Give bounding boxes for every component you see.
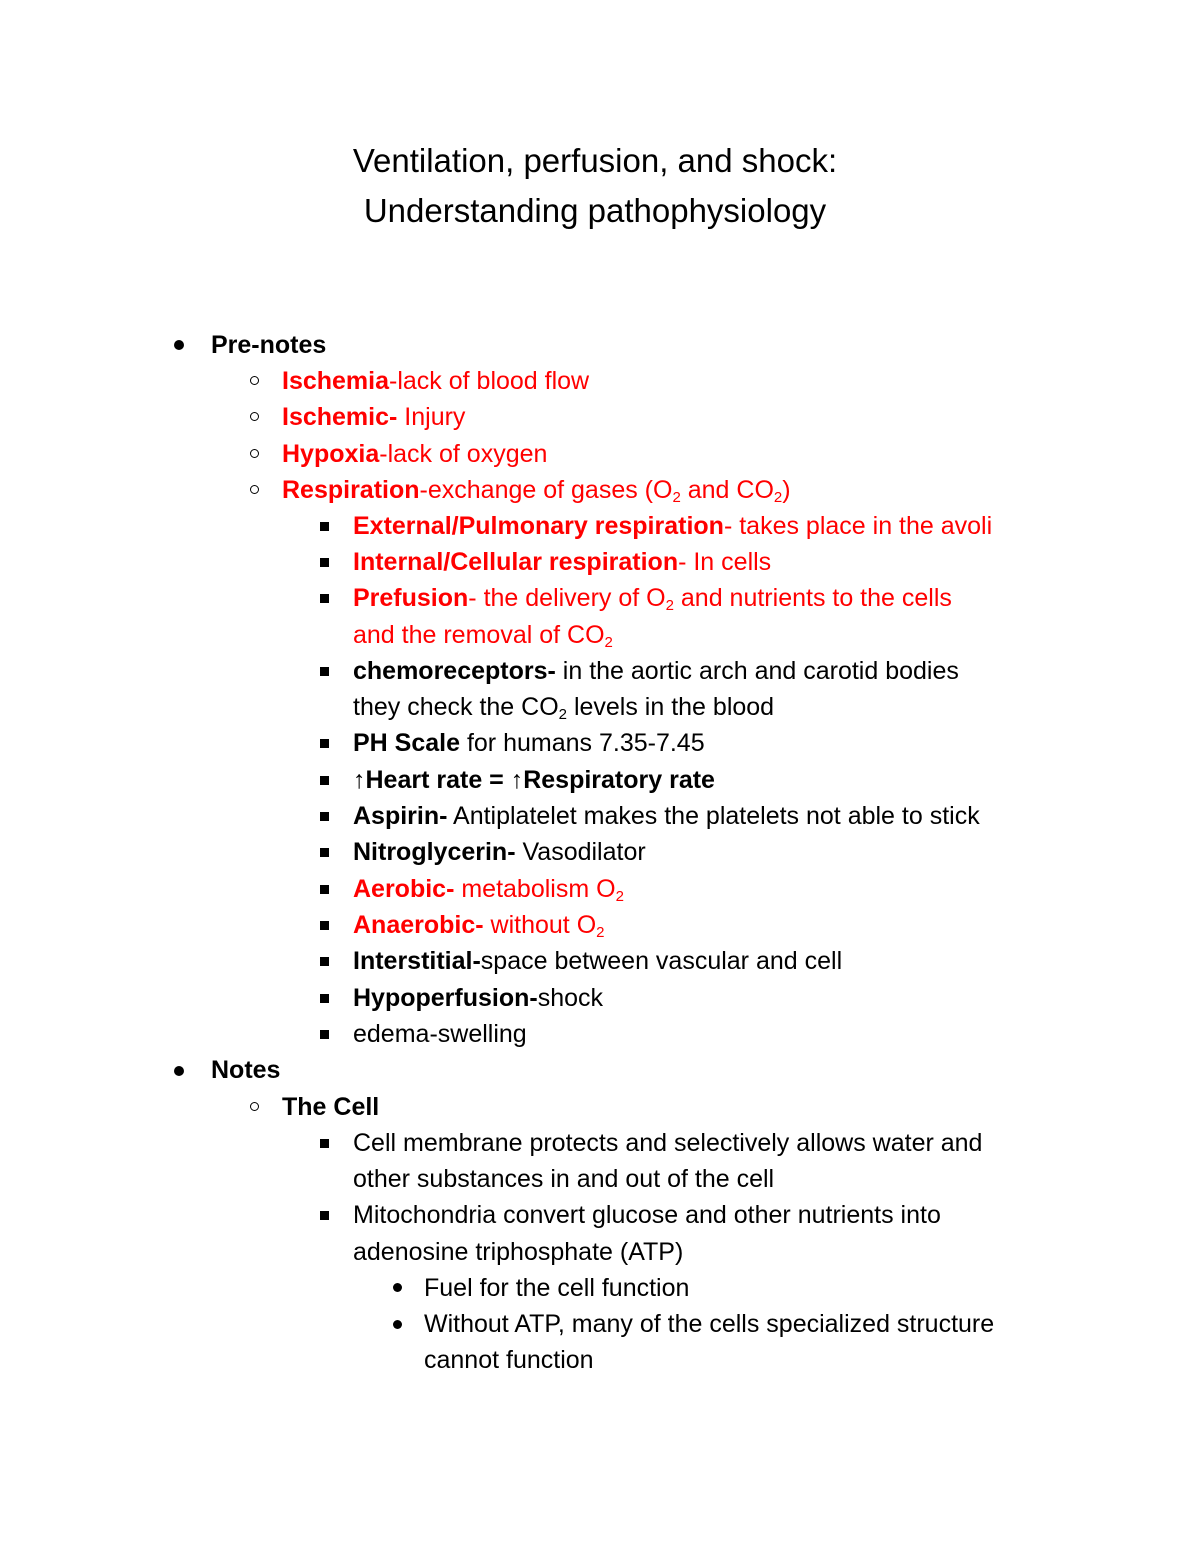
list-item-prefusion: Prefusion- the delivery of $O_2$ and nutrients to the cells	[353, 584, 952, 614]
document-title-line-2: Understanding pathophysiology	[363, 192, 827, 229]
list-item-ischemia: Ischemia-lack of blood flow	[282, 367, 590, 395]
list-item-nitroglycerin: Nitroglycerin- Vasodilator	[353, 838, 646, 866]
list-item-without-atp-continued: cannot function	[424, 1346, 594, 1374]
list-item-interstitial: Interstitial-space between vascular and cell	[353, 947, 843, 975]
document-title-line-1: Ventilation, perfusion, and shock:	[352, 142, 838, 179]
bullet-square-icon	[320, 848, 329, 857]
bullet-square-icon	[320, 885, 329, 894]
section-heading-prenotes: Pre-notes	[211, 331, 327, 359]
bullet-dot-icon	[174, 340, 184, 350]
list-item-fuel: Fuel for the cell function	[424, 1274, 690, 1302]
bullet-square-icon	[320, 522, 329, 531]
list-item-ph-scale: PH Scale for humans 7.35-7.45	[353, 729, 705, 757]
bullet-square-icon	[320, 1030, 329, 1039]
list-item-chemoreceptors: chemoreceptors- in the aortic arch and carotid bodies	[353, 657, 959, 685]
bullet-circle-icon	[250, 412, 259, 421]
bullet-square-icon	[320, 739, 329, 748]
bullet-circle-icon	[250, 449, 259, 458]
list-item-cell-membrane: Cell membrane protects and selectively allows water and	[353, 1129, 983, 1157]
list-item-prefusion-continued: and the removal of $CO_2$	[353, 621, 613, 651]
list-item-the-cell: The Cell	[282, 1093, 380, 1121]
list-item-cell-membrane-continued: other substances in and out of the cell	[353, 1165, 775, 1193]
list-item-chemoreceptors-continued: they check the $CO_2$ levels in the blood	[353, 693, 775, 723]
bullet-square-icon	[320, 558, 329, 567]
list-item-anaerobic: Anaerobic- without $O_2$	[353, 911, 605, 941]
bullet-square-icon	[320, 957, 329, 966]
list-item-internal-respiration: Internal/Cellular respiration- In cells	[353, 548, 772, 576]
bullet-dot-icon	[393, 1283, 402, 1292]
list-item-mitochondria-continued: adenosine triphosphate (ATP)	[353, 1238, 684, 1266]
bullet-square-icon	[320, 921, 329, 930]
list-item-aspirin: Aspirin- Antiplatelet makes the platelets not able to stick	[353, 802, 980, 830]
bullet-circle-icon	[250, 485, 259, 494]
list-item-ischemic: Ischemic- Injury	[282, 403, 466, 431]
bullet-circle-icon	[250, 1102, 259, 1111]
bullet-square-icon	[320, 812, 329, 821]
section-heading-notes: Notes	[211, 1056, 281, 1084]
list-item-without-atp: Without ATP, many of the cells specialized structure	[424, 1310, 995, 1338]
bullet-square-icon	[320, 1139, 329, 1148]
bullet-square-icon	[320, 776, 329, 785]
bullet-square-icon	[320, 1211, 329, 1220]
bullet-circle-icon	[250, 376, 259, 385]
list-item-hypoxia: Hypoxia-lack of oxygen	[282, 440, 548, 468]
list-item-hypoperfusion: Hypoperfusion-shock	[353, 984, 604, 1012]
list-item-external-respiration: External/Pulmonary respiration- takes place in the avoli	[353, 512, 993, 540]
bullet-square-icon	[320, 594, 329, 603]
bullet-dot-icon	[174, 1066, 184, 1076]
list-item-mitochondria: Mitochondria convert glucose and other nutrients into	[353, 1201, 941, 1229]
list-item-aerobic: Aerobic- metabolism $O_2$	[353, 875, 624, 905]
list-item-respiration: Respiration-exchange of gases ($O_2$ and $CO_2$)	[282, 476, 791, 506]
bullet-square-icon	[320, 994, 329, 1003]
list-item-heart-rate: ↑Heart rate = ↑Respiratory rate	[353, 766, 715, 794]
bullet-dot-icon	[393, 1320, 402, 1329]
bullet-square-icon	[320, 667, 329, 676]
list-item-edema: edema-swelling	[353, 1020, 527, 1048]
